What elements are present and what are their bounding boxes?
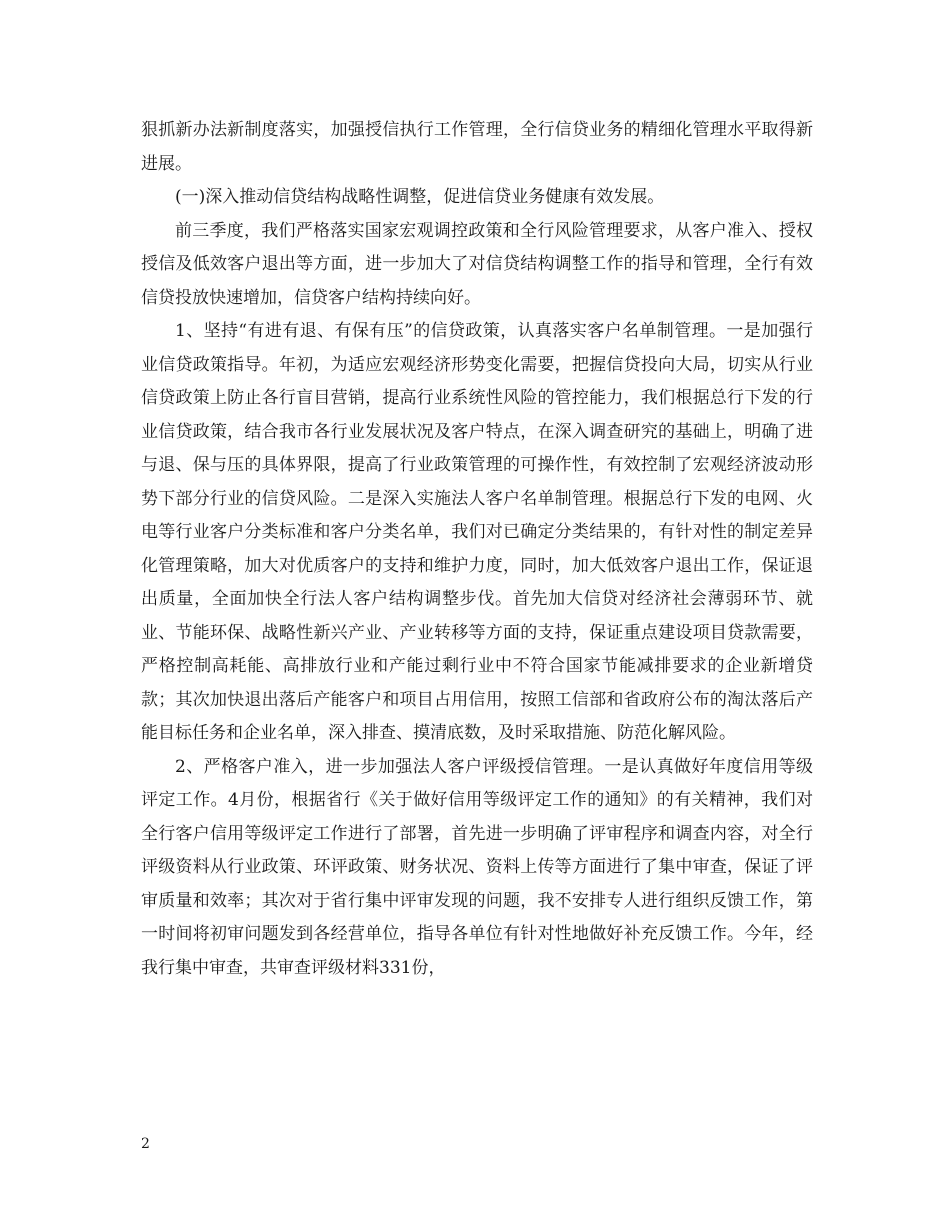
paragraph-continuation: 狠抓新办法新制度落实，加强授信执行工作管理，全行信贷业务的精细化管理水平取得新进展。 bbox=[141, 120, 813, 174]
document-body bbox=[141, 114, 813, 985]
paragraph-overview: 前三季度，我们严格落实国家宏观调控政策和全行风险管理要求，从客户准入、授权授信及低效客户退出等方面，进一步加大了对信贷结构调整工作的指导和管理，全行有效信贷投放快速增加，信贷客户结构持续向好。 bbox=[141, 220, 813, 308]
section-heading: (一)深入推动信贷结构战略性调整，促进信贷业务健康有效发展。 bbox=[175, 187, 665, 207]
paragraph-point-1: 1、坚持“有进有退、有保有压”的信贷政策，认真落实客户名单制管理。一是加强行业信贷政策指导。年初，为适应宏观经济形势变化需要，把握信贷投向大局，切实从行业信贷政策上防止各行盲目营销，提高行业系统性风险的管控能力，我们根据总行下发的行业信贷政策，结合我市各行业发展状况及客户特点，在深入调查研究的基础上，明确了进与退、保与压的具体界限，提高了行业政策管理的可操作性，有效控制了宏观经济波动形势下部分行业的信贷风险。二是深入实施法人客户名单制管理。根据总行下发的电网、火电等行业客户分类标准和客户分类名单，我们对已确定分类结果的，有针对性的制定差异化管理策略，加大对优质客户的支持和维护力度，同时，加大低效客户退出工作，保证退出质量，全面加快全行法人客户结构调整步伐。首先加大信贷对经济社会薄弱环节、就业、节能环保、战略性新兴产业、产业转移等方面的支持，保证重点建设项目贷款需要，严格控制高耗能、高排放行业和产能过剩行业中不符合国家节能减排要求的企业新增贷款；其次加快退出落后产能客户和项目占用信用，按照工信部和省政府公布的淘汰落后产能目标任务和企业名单，深入排查、摸清底数，及时采取措施、防范化解风险。 bbox=[141, 321, 813, 743]
paragraph-point-2: 2、严格客户准入，进一步加强法人客户评级授信管理。一是认真做好年度信用等级评定工作。4月份，根据省行《关于做好信用等级评定工作的通知》的有关精神，我们对全行客户信用等级评定工作进行了部署，首先进一步明确了评审程序和调查内容，对全行评级资料从行业政策、环评政策、财务状况、资料上传等方面进行了集中审查，保证了评审质量和效率；其次对于省行集中评审发现的问题，我不安排专人进行组织反馈工作，第一时间将初审问题发到各经营单位，指导各单位有针对性地做好补充反馈工作。今年，经我行集中审查，共审查评级材料331份， bbox=[141, 756, 813, 978]
page-number: 2 bbox=[141, 1136, 150, 1152]
